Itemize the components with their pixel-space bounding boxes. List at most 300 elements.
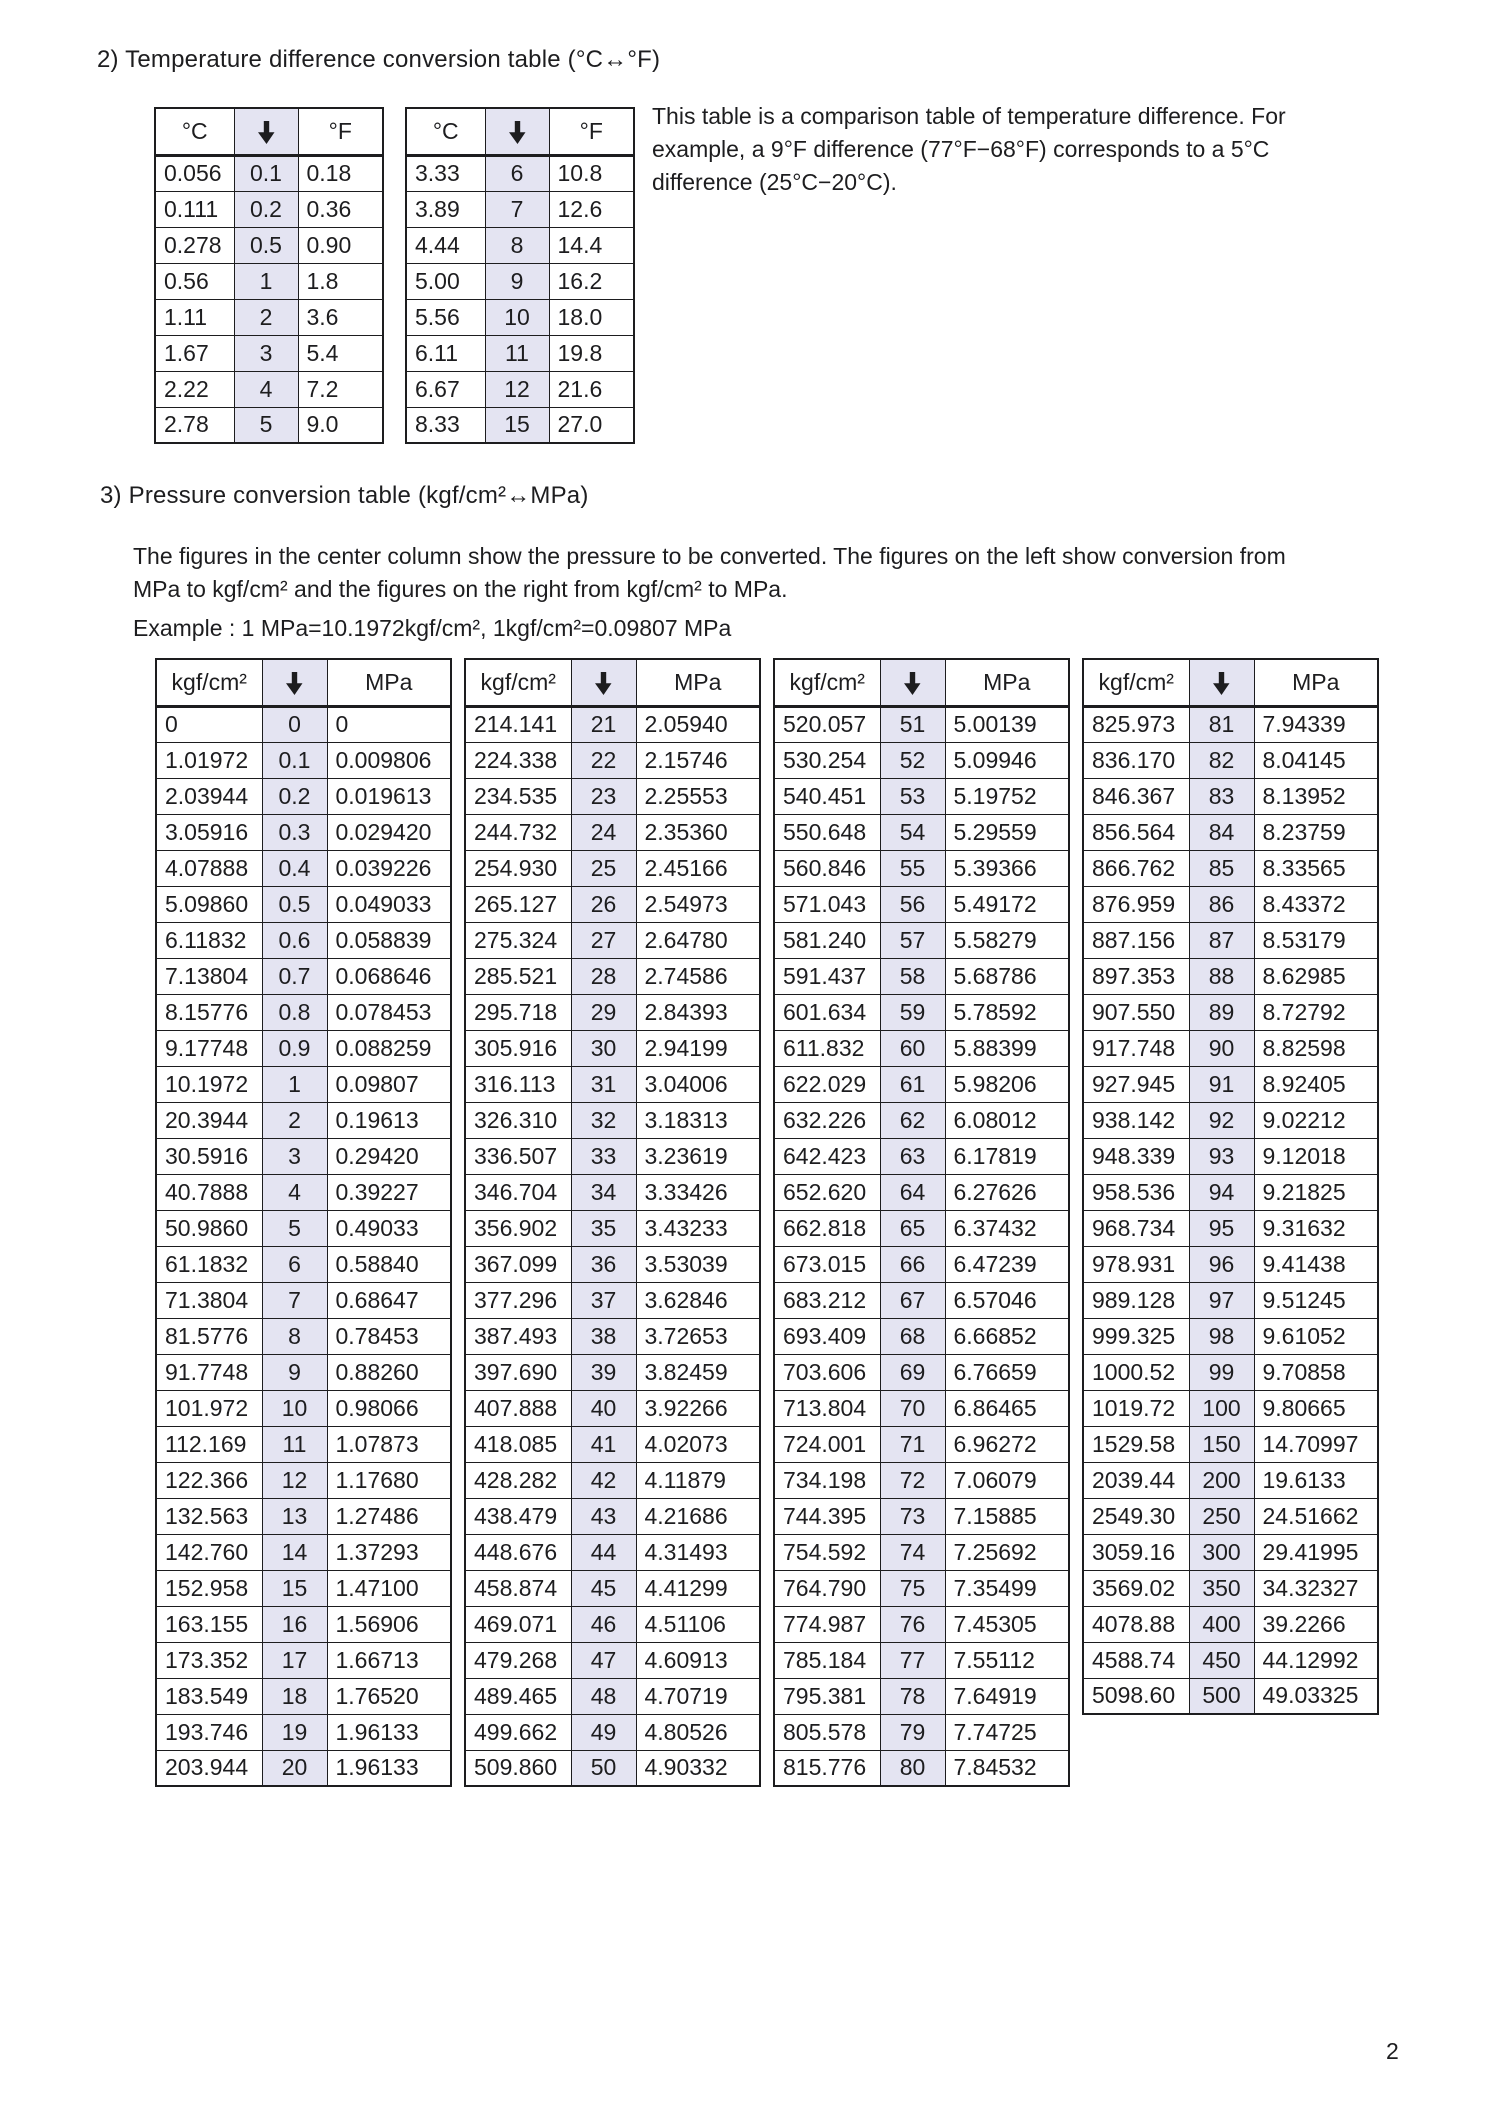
kgfcm2-cell: 571.043 (774, 886, 880, 922)
step-cell: 3 (262, 1138, 327, 1174)
step-cell: 85 (1189, 850, 1254, 886)
pressure-tables-group (155, 658, 1379, 1787)
mpa-cell: 6.66852 (945, 1318, 1069, 1354)
kgfcm2-cell: 285.521 (465, 958, 571, 994)
kgfcm2-cell: 5098.60 (1083, 1678, 1189, 1714)
table-row (406, 263, 634, 299)
table-row (774, 1102, 1069, 1138)
step-cell: 18 (262, 1678, 327, 1714)
table-row (465, 886, 760, 922)
fahrenheit-cell: 10.8 (549, 155, 634, 191)
step-cell: 84 (1189, 814, 1254, 850)
step-cell: 79 (880, 1714, 945, 1750)
table-row (465, 1030, 760, 1066)
kgfcm2-cell: 1019.72 (1083, 1390, 1189, 1426)
diff-step-cell: 5 (234, 407, 298, 443)
table-row (774, 994, 1069, 1030)
table-row (1083, 1606, 1378, 1642)
step-cell: 8 (262, 1318, 327, 1354)
table-row (156, 922, 451, 958)
mpa-cell: 5.98206 (945, 1066, 1069, 1102)
temp-conversion-table-1 (154, 107, 384, 444)
kgfcm2-cell: 326.310 (465, 1102, 571, 1138)
kgfcm2-cell: 448.676 (465, 1534, 571, 1570)
mpa-cell: 1.56906 (327, 1606, 451, 1642)
table-row (1083, 850, 1378, 886)
down-arrow-header (880, 659, 945, 706)
step-cell: 99 (1189, 1354, 1254, 1390)
step-cell: 55 (880, 850, 945, 886)
kgfcm2-cell: 897.353 (1083, 958, 1189, 994)
table-row (156, 1426, 451, 1462)
mpa-cell: 6.17819 (945, 1138, 1069, 1174)
table-row (156, 1534, 451, 1570)
step-cell: 64 (880, 1174, 945, 1210)
kgfcm2-cell: 3.05916 (156, 814, 262, 850)
mpa-cell: 8.33565 (1254, 850, 1378, 886)
step-cell: 51 (880, 706, 945, 742)
fahrenheit-cell: 0.90 (298, 227, 383, 263)
table-row (156, 1174, 451, 1210)
kgfcm2-cell: 5.09860 (156, 886, 262, 922)
table-row (156, 958, 451, 994)
mpa-cell: 6.57046 (945, 1282, 1069, 1318)
mpa-cell: 0.029420 (327, 814, 451, 850)
mpa-cell: 2.45166 (636, 850, 760, 886)
table-row (465, 706, 760, 742)
kgfcm2-cell: 836.170 (1083, 742, 1189, 778)
step-cell: 50 (571, 1750, 636, 1786)
mpa-cell: 4.21686 (636, 1498, 760, 1534)
temp-table-note: This table is a comparison table of temperature difference. For example, a 9°F difference (77°F−68°F) corresponds to a 5°C difference (25°C−20°C). (652, 103, 1286, 195)
step-cell: 92 (1189, 1102, 1254, 1138)
kgfcm2-cell: 724.001 (774, 1426, 880, 1462)
mpa-cell: 8.62985 (1254, 958, 1378, 994)
kgfcm2-cell: 846.367 (1083, 778, 1189, 814)
table-row (774, 1750, 1069, 1786)
mpa-cell: 4.80526 (636, 1714, 760, 1750)
kgfcm2-cell: 938.142 (1083, 1102, 1189, 1138)
mpa-cell: 1.37293 (327, 1534, 451, 1570)
step-cell: 300 (1189, 1534, 1254, 1570)
pressure-example-line: Example : 1 MPa=10.1972kgf/cm², 1kgf/cm²=0.09807 MPa (133, 615, 732, 641)
table-row (1083, 1174, 1378, 1210)
table-row (465, 778, 760, 814)
mpa-cell: 7.64919 (945, 1678, 1069, 1714)
celsius-cell: 5.00 (406, 263, 485, 299)
page-number: 2 (1386, 2038, 1399, 2064)
kgfcm2-cell: 265.127 (465, 886, 571, 922)
down-arrow-header (1189, 659, 1254, 706)
step-cell: 43 (571, 1498, 636, 1534)
step-cell: 80 (880, 1750, 945, 1786)
mpa-cell: 5.88399 (945, 1030, 1069, 1066)
mpa-cell: 3.04006 (636, 1066, 760, 1102)
kgfcm2-cell: 489.465 (465, 1678, 571, 1714)
step-cell: 41 (571, 1426, 636, 1462)
celsius-cell: 6.11 (406, 335, 485, 371)
mpa-cell: 2.54973 (636, 886, 760, 922)
mpa-cell: 1.07873 (327, 1426, 451, 1462)
down-arrow-icon (595, 672, 612, 695)
table-row (465, 1354, 760, 1390)
table-row (465, 742, 760, 778)
step-cell: 98 (1189, 1318, 1254, 1354)
step-cell: 0.4 (262, 850, 327, 886)
kgfcm2-cell: 958.536 (1083, 1174, 1189, 1210)
step-cell: 75 (880, 1570, 945, 1606)
mpa-cell: 3.18313 (636, 1102, 760, 1138)
table-row (774, 958, 1069, 994)
mpa-header: MPa (327, 659, 451, 706)
step-cell: 47 (571, 1642, 636, 1678)
table-row (465, 1210, 760, 1246)
header-row (465, 659, 760, 706)
diff-step-cell: 0.5 (234, 227, 298, 263)
celsius-cell: 2.78 (155, 407, 234, 443)
step-cell: 17 (262, 1642, 327, 1678)
kgfcm2-cell: 632.226 (774, 1102, 880, 1138)
celsius-cell: 2.22 (155, 371, 234, 407)
kgfcm2-cell: 305.916 (465, 1030, 571, 1066)
kgfcm2-cell: 244.732 (465, 814, 571, 850)
step-cell: 56 (880, 886, 945, 922)
mpa-cell: 39.2266 (1254, 1606, 1378, 1642)
header-row (406, 108, 634, 155)
header-row (1083, 659, 1378, 706)
down-arrow-header (234, 108, 298, 155)
mpa-cell: 5.09946 (945, 742, 1069, 778)
mpa-cell: 9.21825 (1254, 1174, 1378, 1210)
mpa-cell: 9.12018 (1254, 1138, 1378, 1174)
kgfcm2-cell: 520.057 (774, 706, 880, 742)
table-row (465, 1498, 760, 1534)
step-cell: 74 (880, 1534, 945, 1570)
table-row (465, 958, 760, 994)
section-3-heading: 3) Pressure conversion table (kgf/cm²↔MPa) (100, 482, 589, 509)
table-row (1083, 1210, 1378, 1246)
step-cell: 62 (880, 1102, 945, 1138)
header-row (156, 659, 451, 706)
kgfcm2-cell: 4.07888 (156, 850, 262, 886)
table-row (774, 1642, 1069, 1678)
step-cell: 38 (571, 1318, 636, 1354)
mpa-cell: 3.62846 (636, 1282, 760, 1318)
mpa-cell: 1.66713 (327, 1642, 451, 1678)
kgfcm2-cell: 509.860 (465, 1750, 571, 1786)
mpa-cell: 6.76659 (945, 1354, 1069, 1390)
table-row (465, 1246, 760, 1282)
kgfcm2-cell: 101.972 (156, 1390, 262, 1426)
mpa-cell: 3.82459 (636, 1354, 760, 1390)
step-cell: 12 (262, 1462, 327, 1498)
down-arrow-icon (286, 672, 303, 695)
celsius-cell: 1.11 (155, 299, 234, 335)
fahrenheit-cell: 21.6 (549, 371, 634, 407)
mpa-cell: 2.64780 (636, 922, 760, 958)
mpa-cell: 0 (327, 706, 451, 742)
step-cell: 21 (571, 706, 636, 742)
kgfcm2-cell: 40.7888 (156, 1174, 262, 1210)
diff-step-cell: 15 (485, 407, 549, 443)
kgfcm2-cell: 50.9860 (156, 1210, 262, 1246)
mpa-cell: 1.47100 (327, 1570, 451, 1606)
mpa-cell: 5.39366 (945, 850, 1069, 886)
mpa-cell: 0.98066 (327, 1390, 451, 1426)
step-cell: 34 (571, 1174, 636, 1210)
step-cell: 58 (880, 958, 945, 994)
step-cell: 2 (262, 1102, 327, 1138)
step-cell: 15 (262, 1570, 327, 1606)
kgfcm2-cell: 224.338 (465, 742, 571, 778)
table-row (1083, 742, 1378, 778)
step-cell: 5 (262, 1210, 327, 1246)
temperature-tables-group (154, 107, 635, 444)
diff-step-cell: 0.1 (234, 155, 298, 191)
kgfcm2-cell: 550.648 (774, 814, 880, 850)
kgfcm2-cell: 275.324 (465, 922, 571, 958)
mpa-cell: 9.70858 (1254, 1354, 1378, 1390)
table-row (1083, 1102, 1378, 1138)
mpa-cell: 7.94339 (1254, 706, 1378, 742)
pressure-table-4 (1082, 658, 1379, 1715)
kgfcm2-cell: 132.563 (156, 1498, 262, 1534)
mpa-cell: 2.84393 (636, 994, 760, 1030)
table-row (1083, 1354, 1378, 1390)
fahrenheit-cell: 1.8 (298, 263, 383, 299)
fahrenheit-cell: 7.2 (298, 371, 383, 407)
step-cell: 73 (880, 1498, 945, 1534)
step-cell: 0 (262, 706, 327, 742)
kgfcm2-cell: 458.874 (465, 1570, 571, 1606)
mpa-cell: 4.60913 (636, 1642, 760, 1678)
mpa-cell: 3.92266 (636, 1390, 760, 1426)
step-cell: 67 (880, 1282, 945, 1318)
kgfcm2-cell: 887.156 (1083, 922, 1189, 958)
mpa-cell: 7.15885 (945, 1498, 1069, 1534)
mpa-cell: 2.15746 (636, 742, 760, 778)
step-cell: 1 (262, 1066, 327, 1102)
table-row (156, 1462, 451, 1498)
mpa-cell: 0.088259 (327, 1030, 451, 1066)
table-row (774, 886, 1069, 922)
step-cell: 20 (262, 1750, 327, 1786)
kgfcm2-cell: 30.5916 (156, 1138, 262, 1174)
table-row (1083, 706, 1378, 742)
step-cell: 450 (1189, 1642, 1254, 1678)
kgfcm2-cell: 754.592 (774, 1534, 880, 1570)
kgfcm2-cell: 530.254 (774, 742, 880, 778)
kgfcm2-cell: 254.930 (465, 850, 571, 886)
down-arrow-icon (509, 121, 526, 144)
kgfcm2-cell: 20.3944 (156, 1102, 262, 1138)
table-row (1083, 778, 1378, 814)
kgfcm2-cell: 693.409 (774, 1318, 880, 1354)
step-cell: 87 (1189, 922, 1254, 958)
step-cell: 78 (880, 1678, 945, 1714)
table-row (156, 706, 451, 742)
kgfcm2-cell: 91.7748 (156, 1354, 262, 1390)
kgfcm2-header: kgf/cm² (774, 659, 880, 706)
step-cell: 46 (571, 1606, 636, 1642)
table-row (774, 742, 1069, 778)
mpa-cell: 19.6133 (1254, 1462, 1378, 1498)
table-row (774, 1318, 1069, 1354)
kgfcm2-cell: 805.578 (774, 1714, 880, 1750)
step-cell: 0.5 (262, 886, 327, 922)
table-row (774, 1462, 1069, 1498)
kgfcm2-cell: 652.620 (774, 1174, 880, 1210)
kgfcm2-cell: 3059.16 (1083, 1534, 1189, 1570)
table-row (774, 1426, 1069, 1462)
step-cell: 81 (1189, 706, 1254, 742)
celsius-cell: 3.33 (406, 155, 485, 191)
down-arrow-icon (1213, 672, 1230, 695)
celsius-cell: 5.56 (406, 299, 485, 335)
step-cell: 63 (880, 1138, 945, 1174)
mpa-cell: 9.51245 (1254, 1282, 1378, 1318)
mpa-cell: 9.80665 (1254, 1390, 1378, 1426)
mpa-cell: 8.72792 (1254, 994, 1378, 1030)
table-row (465, 1282, 760, 1318)
step-cell: 68 (880, 1318, 945, 1354)
fahrenheit-cell: 16.2 (549, 263, 634, 299)
table-row (156, 1138, 451, 1174)
table-row (156, 1066, 451, 1102)
step-cell: 88 (1189, 958, 1254, 994)
kgfcm2-cell: 173.352 (156, 1642, 262, 1678)
kgfcm2-header: kgf/cm² (1083, 659, 1189, 706)
mpa-cell: 0.019613 (327, 778, 451, 814)
table-row (465, 814, 760, 850)
table-row (1083, 1318, 1378, 1354)
mpa-cell: 3.23619 (636, 1138, 760, 1174)
kgfcm2-cell: 999.325 (1083, 1318, 1189, 1354)
mpa-cell: 5.49172 (945, 886, 1069, 922)
kgfcm2-cell: 673.015 (774, 1246, 880, 1282)
fahrenheit-cell: 0.36 (298, 191, 383, 227)
mpa-cell: 0.049033 (327, 886, 451, 922)
fahrenheit-cell: 27.0 (549, 407, 634, 443)
celsius-cell: 1.67 (155, 335, 234, 371)
table-row (1083, 886, 1378, 922)
kgfcm2-cell: 4078.88 (1083, 1606, 1189, 1642)
step-cell: 0.1 (262, 742, 327, 778)
kgfcm2-cell: 295.718 (465, 994, 571, 1030)
celsius-cell: 8.33 (406, 407, 485, 443)
step-cell: 35 (571, 1210, 636, 1246)
mpa-cell: 1.96133 (327, 1714, 451, 1750)
step-cell: 29 (571, 994, 636, 1030)
table-row (465, 1714, 760, 1750)
down-arrow-icon (258, 121, 275, 144)
mpa-cell: 7.25692 (945, 1534, 1069, 1570)
step-cell: 250 (1189, 1498, 1254, 1534)
mpa-cell: 9.02212 (1254, 1102, 1378, 1138)
mpa-cell: 0.09807 (327, 1066, 451, 1102)
table-row (774, 778, 1069, 814)
kgfcm2-cell: 856.564 (1083, 814, 1189, 850)
step-cell: 26 (571, 886, 636, 922)
step-cell: 96 (1189, 1246, 1254, 1282)
table-row (1083, 922, 1378, 958)
mpa-cell: 2.25553 (636, 778, 760, 814)
fahrenheit-cell: 5.4 (298, 335, 383, 371)
table-row (465, 1462, 760, 1498)
celsius-cell: 3.89 (406, 191, 485, 227)
step-cell: 36 (571, 1246, 636, 1282)
table-row (1083, 994, 1378, 1030)
step-cell: 53 (880, 778, 945, 814)
table-row (156, 994, 451, 1030)
mpa-cell: 6.27626 (945, 1174, 1069, 1210)
kgfcm2-cell: 152.958 (156, 1570, 262, 1606)
table-row (156, 778, 451, 814)
table-row (774, 1066, 1069, 1102)
kgfcm2-cell: 560.846 (774, 850, 880, 886)
fahrenheit-cell: 3.6 (298, 299, 383, 335)
mpa-cell: 34.32327 (1254, 1570, 1378, 1606)
diff-step-cell: 7 (485, 191, 549, 227)
table-row (774, 1498, 1069, 1534)
table-row (774, 922, 1069, 958)
table-row (156, 1246, 451, 1282)
mpa-cell: 4.02073 (636, 1426, 760, 1462)
diff-step-cell: 11 (485, 335, 549, 371)
step-cell: 72 (880, 1462, 945, 1498)
step-cell: 48 (571, 1678, 636, 1714)
step-cell: 54 (880, 814, 945, 850)
step-cell: 40 (571, 1390, 636, 1426)
step-cell: 60 (880, 1030, 945, 1066)
step-cell: 10 (262, 1390, 327, 1426)
pressure-table-1 (155, 658, 452, 1787)
step-cell: 0.3 (262, 814, 327, 850)
mpa-header: MPa (945, 659, 1069, 706)
table-row (156, 1714, 451, 1750)
kgfcm2-cell: 2549.30 (1083, 1498, 1189, 1534)
table-row (155, 191, 383, 227)
kgfcm2-cell: 866.762 (1083, 850, 1189, 886)
table-row (1083, 1066, 1378, 1102)
mpa-cell: 1.17680 (327, 1462, 451, 1498)
mpa-cell: 0.078453 (327, 994, 451, 1030)
table-row (774, 1030, 1069, 1066)
step-cell: 42 (571, 1462, 636, 1498)
table-row (156, 814, 451, 850)
celsius-cell: 0.056 (155, 155, 234, 191)
step-cell: 69 (880, 1354, 945, 1390)
kgfcm2-cell: 611.832 (774, 1030, 880, 1066)
mpa-cell: 8.92405 (1254, 1066, 1378, 1102)
diff-step-cell: 0.2 (234, 191, 298, 227)
step-cell: 66 (880, 1246, 945, 1282)
mpa-cell: 6.37432 (945, 1210, 1069, 1246)
mpa-cell: 7.55112 (945, 1642, 1069, 1678)
kgfcm2-cell: 917.748 (1083, 1030, 1189, 1066)
table-row (1083, 1138, 1378, 1174)
celsius-cell: 0.56 (155, 263, 234, 299)
temp-conversion-table-2 (405, 107, 635, 444)
step-cell: 500 (1189, 1678, 1254, 1714)
kgfcm2-cell: 9.17748 (156, 1030, 262, 1066)
table-row (465, 1174, 760, 1210)
step-cell: 52 (880, 742, 945, 778)
mpa-cell: 49.03325 (1254, 1678, 1378, 1714)
table-row (465, 922, 760, 958)
mpa-cell: 0.58840 (327, 1246, 451, 1282)
step-cell: 28 (571, 958, 636, 994)
